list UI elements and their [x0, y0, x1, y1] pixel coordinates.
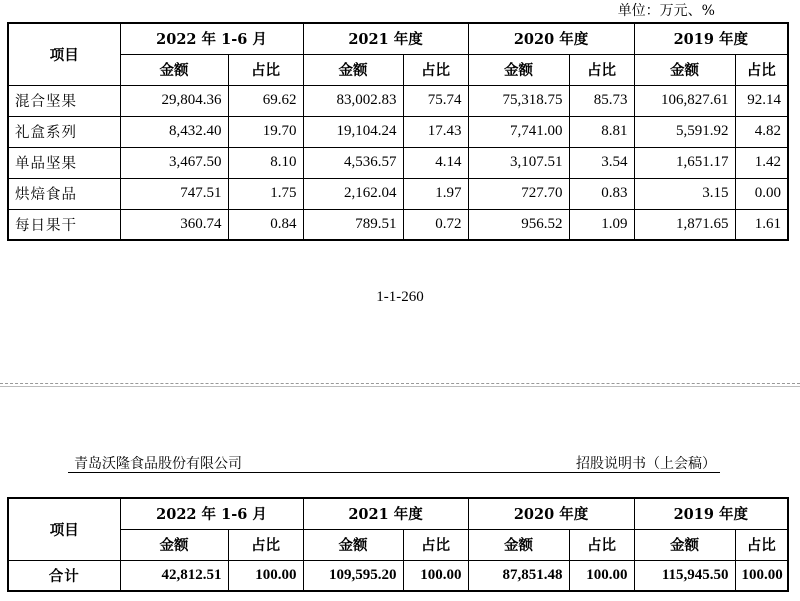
header-row-metrics [8, 54, 788, 85]
total-cell: 42,812.51 [120, 560, 228, 591]
ratio-cell: 75.74 [403, 85, 468, 116]
amount-cell: 5,591.92 [634, 116, 735, 147]
header-item: 项目 [8, 498, 120, 560]
amount-cell: 8,432.40 [120, 116, 228, 147]
row-label: 单品坚果 [8, 147, 120, 178]
header-ratio: 占比 [403, 54, 468, 85]
amount-cell: 789.51 [303, 209, 403, 240]
header-period: 2019 年度 [634, 498, 788, 529]
unit-note: 单位：万元、% [617, 3, 715, 19]
header-ratio: 占比 [735, 54, 788, 85]
amount-cell: 360.74 [120, 209, 228, 240]
header-row-periods [8, 498, 788, 529]
ratio-cell: 4.14 [403, 147, 468, 178]
amount-cell: 29,804.36 [120, 85, 228, 116]
table-row [8, 116, 788, 147]
header-ratio: 占比 [569, 54, 634, 85]
amount-cell: 83,002.83 [303, 85, 403, 116]
total-cell: 100.00 [228, 560, 303, 591]
header-amount: 金额 [120, 529, 228, 560]
row-label: 混合坚果 [8, 85, 120, 116]
amount-cell: 747.51 [120, 178, 228, 209]
total-cell: 100.00 [403, 560, 468, 591]
row-label: 礼盒系列 [8, 116, 120, 147]
amount-cell: 75,318.75 [468, 85, 569, 116]
ratio-cell: 85.73 [569, 85, 634, 116]
amount-cell: 1,871.65 [634, 209, 735, 240]
total-cell: 87,851.48 [468, 560, 569, 591]
header-amount: 金额 [303, 54, 403, 85]
header-ratio: 占比 [569, 529, 634, 560]
header-amount: 金额 [120, 54, 228, 85]
header-amount: 金额 [634, 54, 735, 85]
table-row [8, 147, 788, 178]
header-amount: 金额 [303, 529, 403, 560]
revenue-by-product-table [7, 22, 789, 241]
table-row [8, 85, 788, 116]
amount-cell: 727.70 [468, 178, 569, 209]
table-body [8, 85, 788, 240]
ratio-cell: 17.43 [403, 116, 468, 147]
amount-cell: 956.52 [468, 209, 569, 240]
table-row [8, 178, 788, 209]
header-ratio: 占比 [228, 54, 303, 85]
total-cell: 100.00 [569, 560, 634, 591]
running-header [68, 452, 720, 473]
ratio-cell: 69.62 [228, 85, 303, 116]
ratio-cell: 1.75 [228, 178, 303, 209]
header-period: 2021 年度 [303, 498, 468, 529]
total-cell: 100.00 [735, 560, 788, 591]
header-period: 2021 年度 [303, 23, 468, 54]
amount-cell: 19,104.24 [303, 116, 403, 147]
page-number: 1-1-260 [376, 289, 424, 305]
revenue-total-table [7, 497, 789, 592]
header-period: 2022 年 1-6 月 [120, 23, 303, 54]
total-label: 合计 [8, 560, 120, 591]
amount-cell: 1,651.17 [634, 147, 735, 178]
header-ratio: 占比 [228, 529, 303, 560]
total-row [8, 560, 788, 591]
ratio-cell: 3.54 [569, 147, 634, 178]
ratio-cell: 8.81 [569, 116, 634, 147]
header-amount: 金额 [468, 54, 569, 85]
header-row-periods [8, 23, 788, 54]
header-ratio: 占比 [735, 529, 788, 560]
header-amount: 金额 [634, 529, 735, 560]
amount-cell: 4,536.57 [303, 147, 403, 178]
company-name: 青岛沃隆食品股份有限公司 [74, 456, 242, 472]
document-name: 招股说明书（上会稿） [576, 456, 716, 472]
ratio-cell: 0.83 [569, 178, 634, 209]
row-label: 每日果干 [8, 209, 120, 240]
header-period: 2020 年度 [468, 23, 634, 54]
ratio-cell: 1.97 [403, 178, 468, 209]
header-period: 2022 年 1-6 月 [120, 498, 303, 529]
page-break-line [0, 386, 800, 387]
amount-cell: 3,107.51 [468, 147, 569, 178]
ratio-cell: 19.70 [228, 116, 303, 147]
page-break-line [0, 383, 800, 384]
ratio-cell: 0.00 [735, 178, 788, 209]
ratio-cell: 4.82 [735, 116, 788, 147]
ratio-cell: 1.42 [735, 147, 788, 178]
amount-cell: 7,741.00 [468, 116, 569, 147]
total-cell: 115,945.50 [634, 560, 735, 591]
header-ratio: 占比 [403, 529, 468, 560]
header-row-metrics [8, 529, 788, 560]
table-row [8, 209, 788, 240]
ratio-cell: 1.09 [569, 209, 634, 240]
ratio-cell: 1.61 [735, 209, 788, 240]
header-period: 2020 年度 [468, 498, 634, 529]
amount-cell: 106,827.61 [634, 85, 735, 116]
amount-cell: 2,162.04 [303, 178, 403, 209]
total-cell: 109,595.20 [303, 560, 403, 591]
ratio-cell: 8.10 [228, 147, 303, 178]
ratio-cell: 0.84 [228, 209, 303, 240]
amount-cell: 3.15 [634, 178, 735, 209]
header-period: 2019 年度 [634, 23, 788, 54]
amount-cell: 3,467.50 [120, 147, 228, 178]
ratio-cell: 92.14 [735, 85, 788, 116]
header-item: 项目 [8, 23, 120, 85]
row-label: 烘焙食品 [8, 178, 120, 209]
header-amount: 金额 [468, 529, 569, 560]
ratio-cell: 0.72 [403, 209, 468, 240]
